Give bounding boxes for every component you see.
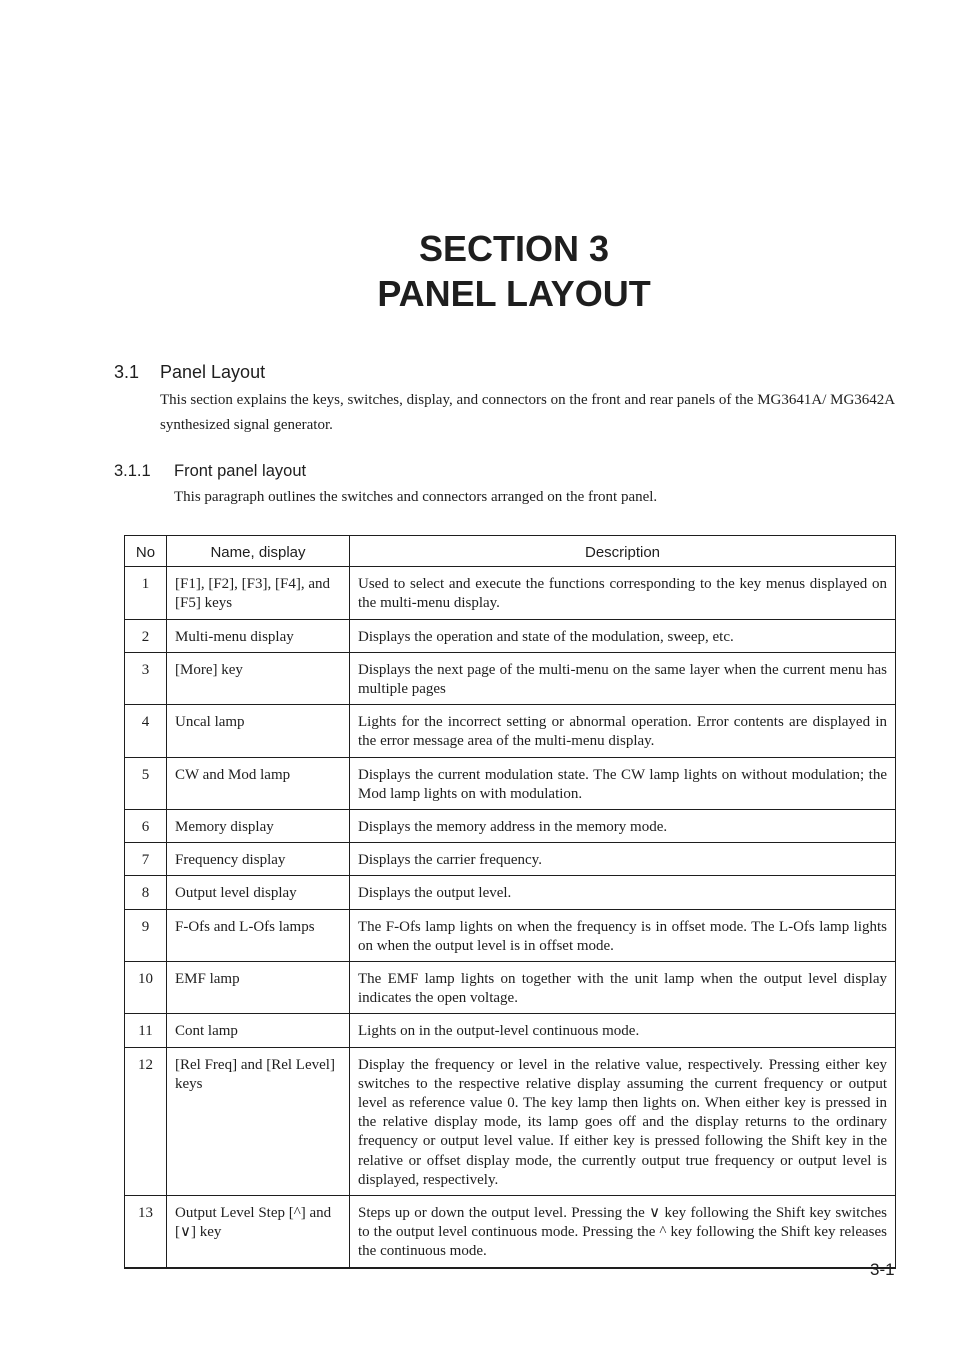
table-row [125, 705, 896, 757]
row-no: 7 [125, 843, 167, 876]
row-name: Output Level Step [^] and [∨] key [167, 1196, 350, 1268]
table-row [125, 757, 896, 809]
row-no: 9 [125, 909, 167, 961]
row-name: [Rel Freq] and [Rel Level] keys [167, 1047, 350, 1195]
row-name: Multi-menu display [167, 619, 350, 652]
row-description: Lights on in the output-level continuous mode. [350, 1014, 896, 1047]
row-no: 8 [125, 876, 167, 909]
row-name: Cont lamp [167, 1014, 350, 1047]
paragraph-3-1: This section explains the keys, switches, display, and connectors on the front and rear panels of the MG3641A/ MG3642A synthesized signal generator. [160, 392, 895, 433]
heading-3-1-1 [114, 461, 306, 481]
paragraph-3-1-1: This paragraph outlines the switches and connectors arranged on the front panel. [174, 489, 658, 505]
row-no: 10 [125, 962, 167, 1014]
heading-3-1 [114, 361, 265, 383]
table-row [125, 843, 896, 876]
row-description: Displays the memory address in the memory mode. [350, 810, 896, 843]
row-description: Used to select and execute the functions corresponding to the key menus displayed on the multi-menu display. [350, 567, 896, 619]
section-title [0, 226, 954, 316]
row-description: Steps up or down the output level. Pressing the ∨ key following the Shift key switches to the output level continuous mode. Pressing the ^ key following the Shift key releases the continuous mode. [350, 1196, 896, 1268]
row-description: Displays the output level. [350, 876, 896, 909]
row-name: [F1], [F2], [F3], [F4], and [F5] keys [167, 567, 350, 619]
row-name: EMF lamp [167, 962, 350, 1014]
table-row [125, 810, 896, 843]
row-no: 4 [125, 705, 167, 757]
heading-3-1-1-text: Front panel layout [174, 462, 307, 480]
row-description: The EMF lamp lights on together with the unit lamp when the output level display indicates the open voltage. [350, 962, 896, 1014]
table-header-row [125, 536, 896, 567]
heading-3-1-text: Panel Layout [160, 362, 266, 382]
header-no: No [125, 536, 167, 567]
table-row [125, 567, 896, 619]
heading-3-1-1-number: 3.1.1 [114, 462, 151, 480]
row-no: 5 [125, 757, 167, 809]
table-row [125, 1196, 896, 1268]
row-name: F-Ofs and L-Ofs lamps [167, 909, 350, 961]
table-row [125, 1014, 896, 1047]
row-description: Displays the current modulation state. The CW lamp lights on without modulation; the Mod lamp lights on with modulation. [350, 757, 896, 809]
table-row [125, 909, 896, 961]
section-title-line2: PANEL LAYOUT [377, 273, 651, 314]
row-name: CW and Mod lamp [167, 757, 350, 809]
row-name: Output level display [167, 876, 350, 909]
row-name: Frequency display [167, 843, 350, 876]
page-number: 3-1 [870, 1260, 895, 1279]
header-name: Name, display [167, 536, 350, 567]
row-description: Displays the operation and state of the modulation, sweep, etc. [350, 619, 896, 652]
front-panel-table [124, 535, 896, 1269]
header-description: Description [350, 536, 896, 567]
row-name: Memory display [167, 810, 350, 843]
section-title-line1: SECTION 3 [418, 228, 610, 269]
row-description: Display the frequency or level in the relative value, respectively. Pressing either key switches to the respective relative display assuming the current frequency or output level as reference value 0. The key lamp then lights on. When either key is pressed in the relative display mode, its lamp goes off and the display returns to the ordinary frequency or output level value. If either key is pressed following the Shift key in the relative or offset display mode, the currently output true frequency or output level is displayed, respectively. [350, 1047, 896, 1195]
row-description: Displays the carrier frequency. [350, 843, 896, 876]
row-no: 2 [125, 619, 167, 652]
row-no: 11 [125, 1014, 167, 1047]
row-no: 3 [125, 652, 167, 704]
row-no: 12 [125, 1047, 167, 1195]
row-no: 6 [125, 810, 167, 843]
row-description: Displays the next page of the multi-menu on the same layer when the current menu has multiple pages [350, 652, 896, 704]
row-name: Uncal lamp [167, 705, 350, 757]
row-no: 13 [125, 1196, 167, 1268]
table-row [125, 1047, 896, 1195]
table-row [125, 652, 896, 704]
row-no: 1 [125, 567, 167, 619]
table-row [125, 619, 896, 652]
table-row [125, 876, 896, 909]
row-description: Lights for the incorrect setting or abnormal operation. Error contents are displayed in the error message area of the multi-menu display. [350, 705, 896, 757]
table-row [125, 962, 896, 1014]
row-name: [More] key [167, 652, 350, 704]
heading-3-1-number: 3.1 [114, 362, 140, 382]
row-description: The F-Ofs lamp lights on when the frequency is in offset mode. The L-Ofs lamp lights on when the output level is in offset mode. [350, 909, 896, 961]
